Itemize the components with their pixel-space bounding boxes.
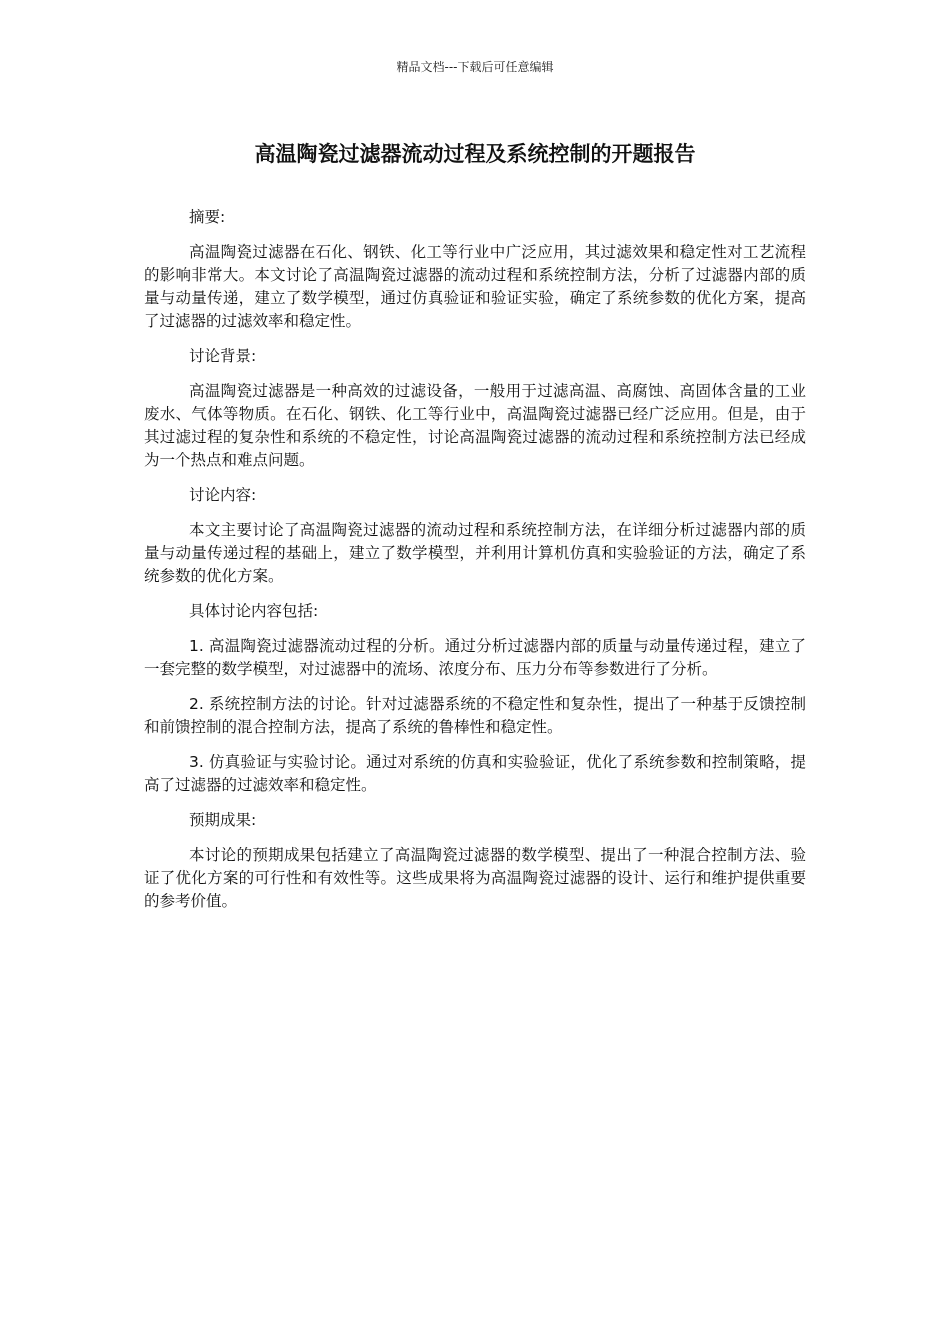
detail-item-2: 2. 系统控制方法的讨论。针对过滤器系统的不稳定性和复杂性，提出了一种基于反馈控制和前馈控制的混合控制方法，提高了系统的鲁棒性和稳定性。 [144,695,806,736]
content-paragraph: 本文主要讨论了高温陶瓷过滤器的流动过程和系统控制方法，在详细分析过滤器内部的质量与动量传递过程的基础上，建立了数学模型，并利用计算机仿真和实验验证的方法，确定了系统参数的优化方案。 [144,521,806,585]
header-note: 精品文档---下载后可任意编辑 [396,60,554,74]
document-body [144,206,806,925]
outcomes-paragraph: 本讨论的预期成果包括建立了高温陶瓷过滤器的数学模型、提出了一种混合控制方法、验证了优化方案的可行性和有效性等。这些成果将为高温陶瓷过滤器的设计、运行和维护提供重要的参考价值。 [144,846,806,910]
outcomes-heading: 预期成果: [189,811,257,829]
background-paragraph: 高温陶瓷过滤器是一种高效的过滤设备，一般用于过滤高温、高腐蚀、高固体含量的工业废水、气体等物质。在石化、钢铁、化工等行业中，高温陶瓷过滤器已经广泛应用。但是，由于其过滤过程的复杂性和系统的不稳定性，讨论高温陶瓷过滤器的流动过程和系统控制方法已经成为一个热点和难点问题。 [144,382,806,469]
detail-item-3: 3. 仿真验证与实验讨论。通过对系统的仿真和实验验证，优化了系统参数和控制策略，提高了过滤器的过滤效率和稳定性。 [144,753,806,794]
document-title: 高温陶瓷过滤器流动过程及系统控制的开题报告 [254,142,696,166]
abstract-heading: 摘要: [189,208,226,226]
content-heading: 讨论内容: [189,486,257,504]
detail-item-1: 1. 高温陶瓷过滤器流动过程的分析。通过分析过滤器内部的质量与动量传递过程，建立了一套完整的数学模型，对过滤器中的流场、浓度分布、压力分布等参数进行了分析。 [144,637,806,678]
background-heading: 讨论背景: [189,347,257,365]
details-heading: 具体讨论内容包括: [189,602,319,620]
abstract-paragraph: 高温陶瓷过滤器在石化、钢铁、化工等行业中广泛应用，其过滤效果和稳定性对工艺流程的影响非常大。本文讨论了高温陶瓷过滤器的流动过程和系统控制方法，分析了过滤器内部的质量与动量传递，建立了数学模型，通过仿真验证和验证实验，确定了系统参数的优化方案，提高了过滤器的过滤效率和稳定性。 [144,243,806,330]
